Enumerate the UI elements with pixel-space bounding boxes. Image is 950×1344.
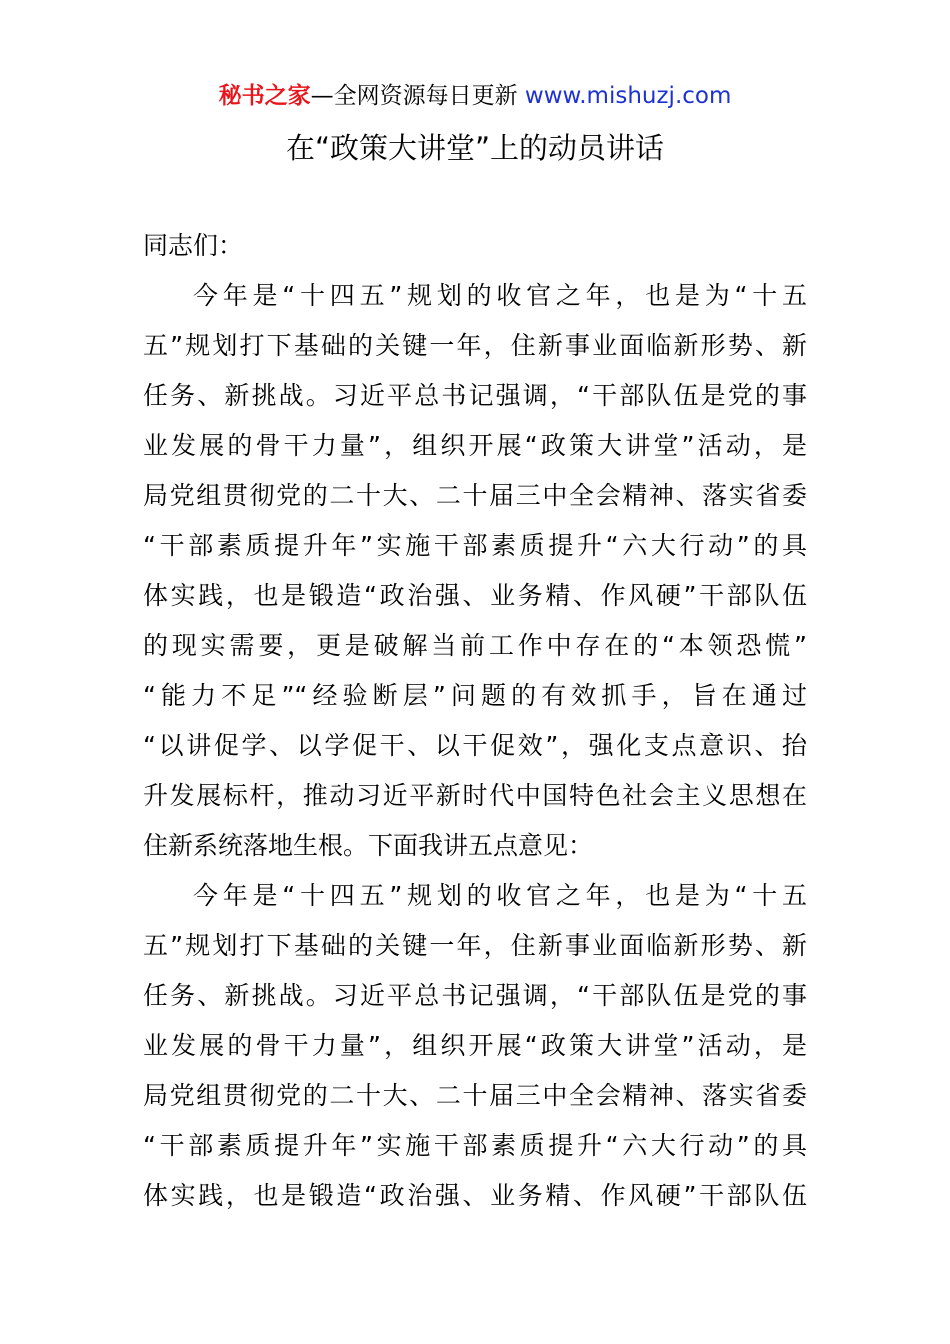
site-tagline: —全网资源每日更新 <box>310 83 525 109</box>
paragraph <box>143 871 807 1221</box>
text-line: 局党组贯彻党的二十大、二十届三中全会精神、落实省委 <box>143 481 807 510</box>
text-line: “以讲促学、以学促干、以干促效”，强化支点意识、抬 <box>143 731 807 760</box>
text-line: 体实践，也是锻造“政治强、业务精、作风硬”干部队伍 <box>143 1181 807 1210</box>
text-line: 任务、新挑战。习近平总书记强调，“干部队伍是党的事 <box>143 981 807 1010</box>
text-line: “能力不足”“经验断层”问题的有效抓手，旨在通过 <box>143 681 807 710</box>
text-line: 业发展的骨干力量”，组织开展“政策大讲堂”活动，是 <box>143 431 807 460</box>
site-header <box>0 80 950 112</box>
document-title: 在“政策大讲堂”上的动员讲话 <box>285 131 665 165</box>
text-line: 五”规划打下基础的关键一年，住新事业面临新形势、新 <box>143 331 807 360</box>
salutation: 同志们： <box>143 231 244 260</box>
paragraph <box>143 271 807 871</box>
brand-name: 秘书之家 <box>218 83 311 109</box>
site-url-link[interactable]: www.mishuzj.com <box>524 83 732 109</box>
document-body <box>143 221 807 1221</box>
text-line: 升发展标杆，推动习近平新时代中国特色社会主义思想在 <box>143 781 807 810</box>
text-line: “干部素质提升年”实施干部素质提升“六大行动”的具 <box>143 531 807 560</box>
text-line: 今年是“十四五”规划的收官之年，也是为“十五 <box>193 281 807 310</box>
text-line: 任务、新挑战。习近平总书记强调，“干部队伍是党的事 <box>143 381 807 410</box>
text-line: 局党组贯彻党的二十大、二十届三中全会精神、落实省委 <box>143 1081 807 1110</box>
text-line: 五”规划打下基础的关键一年，住新事业面临新形势、新 <box>143 931 807 960</box>
text-line: 的现实需要，更是破解当前工作中存在的“本领恐慌” <box>143 631 807 660</box>
text-line: “干部素质提升年”实施干部素质提升“六大行动”的具 <box>143 1131 807 1160</box>
text-line: 住新系统落地生根。下面我讲五点意见： <box>143 831 594 860</box>
text-line: 今年是“十四五”规划的收官之年，也是为“十五 <box>193 881 807 910</box>
text-line: 体实践，也是锻造“政治强、业务精、作风硬”干部队伍 <box>143 581 807 610</box>
text-line: 业发展的骨干力量”，组织开展“政策大讲堂”活动，是 <box>143 1031 807 1060</box>
